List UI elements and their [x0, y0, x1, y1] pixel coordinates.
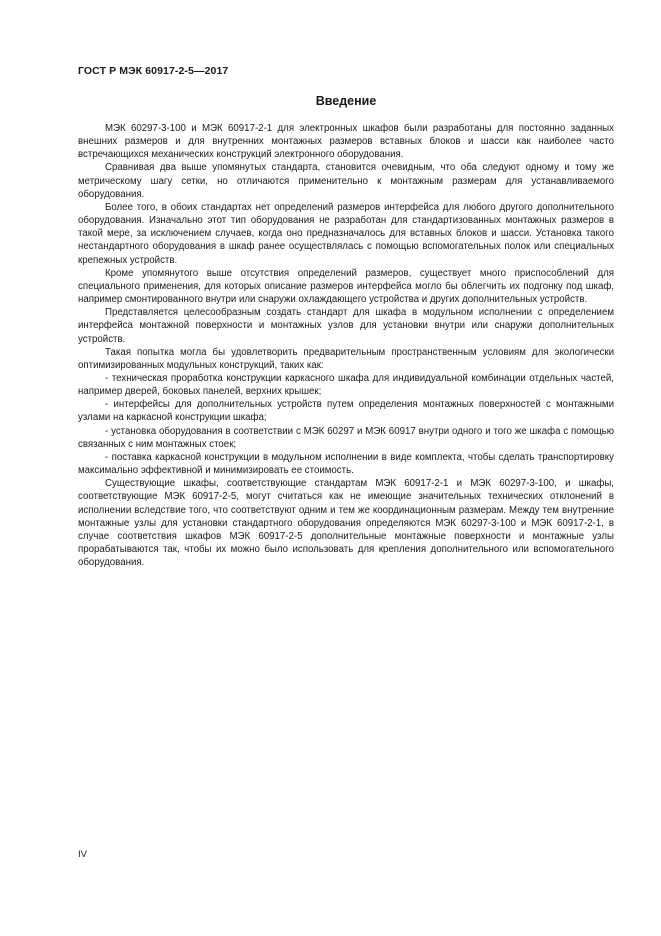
list-item: - установка оборудования в соответствии с МЭК 60297 и МЭК 60917 внутри одного и того же шкафа с помощью связанных с ним монтажных стоек;	[78, 425, 614, 450]
list-item: - поставка каркасной конструкции в модульном исполнении в виде комплекта, чтобы сделать транспортировку максимально эффективной и минимизировать ее стоимость.	[78, 451, 614, 477]
paragraph: Представляется целесообразным создать стандарт для шкафа в модульном исполнении с определением интерфейса монтажной поверхности и монтажных узлов для установки внутри или снаружи дополнительных устройств.	[78, 307, 614, 345]
paragraph: Сравнивая два выше упомянутых стандарта, становится очевидным, что оба следуют одному и тому же метрическому шагу сетки, но отличаются применительно к монтажным размерам для устанавливаемого оборудования.	[78, 162, 614, 200]
page-number: IV	[78, 849, 87, 860]
paragraph: Такая попытка могла бы удовлетворить предварительным пространственным условиям для экологически оптимизированных модульных конструкций, таких как:	[78, 346, 614, 371]
list-item: - интерфейсы для дополнительных устройств путем определения монтажных поверхностей с монтажными узлами на каркасной конструкции шкафа;	[78, 399, 614, 424]
paragraph: Более того, в обоих стандартах нет определений размеров интерфейса для любого другого дополнительного оборудования. Изначально этот тип оборудования не разработан для стандартизованных монтажных размеров в такой мере, за исключением случаев, когда оно предназначалось для вставных блоков и шасси. Установка такого нестандартного оборудования в шкаф ранее осуществлялась с помощью вспомогательных полок или специальных крепежных устройств.	[78, 201, 614, 266]
list-item: - техническая проработка конструкции каркасного шкафа для индивидуальной комбинации отдельных частей, например дверей, боковых панелей, верхних крышек;	[78, 372, 614, 398]
paragraph: МЭК 60297-3-100 и МЭК 60917-2-1 для электронных шкафов были разработаны для постоянно заданных внешних размеров и для внутренних монтажных размеров вставных блоков и шасси как наиболее часто встречающихся механических конструкций электронного оборудования.	[78, 123, 614, 161]
paragraph: Кроме упомянутого выше отсутствия определений размеров, существует много приспособлений для специального применения, для которых описание размеров интерфейса могло бы облегчить их подгонку под шкаф, например смонтированного внутри или снаружи охлаждающего устройства и других дополнительных устройств.	[78, 267, 614, 306]
document-header: ГОСТ Р МЭК 60917-2-5—2017	[78, 65, 229, 77]
paragraph: Существующие шкафы, соответствующие стандартам МЭК 60917-2-1 и МЭК 60297-3-100, и шкафы, соответствующие МЭК 60917-2-5, могут считаться как не имеющие значительных технических отклонений в исполнении вследствие того, что соответствуют одним и тем же координационным размерам. Между тем внутренние монтажные узлы для установки стандартного оборудования определяются МЭК 60297-3-100 и МЭК 60917-2-1, в случае соответствия шкафов МЭК 60917-2-5 дополнительные монтажные поверхности и монтажные узлы прорабатываются так, чтобы их можно было использовать для крепления дополнительного или вспомогательного оборудования.	[78, 478, 614, 569]
introduction-body	[78, 122, 614, 569]
section-title: Введение	[315, 94, 377, 108]
